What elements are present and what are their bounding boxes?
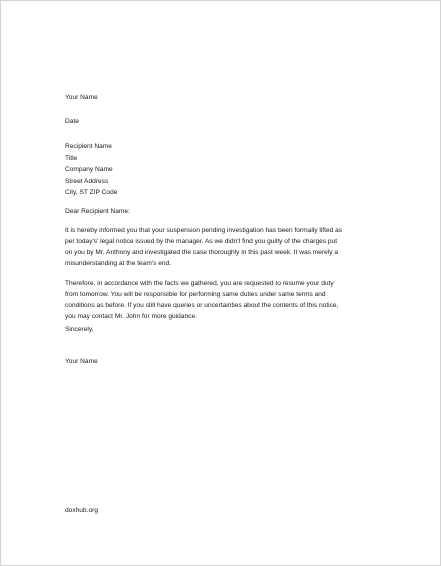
sender-name: Your Name	[65, 94, 98, 101]
body-paragraph-2	[65, 281, 387, 325]
salutation: Dear Recipient Name:	[65, 208, 130, 215]
recipient-city: City, ST ZIP Code	[65, 189, 118, 196]
signature-name: Your Name	[65, 358, 98, 365]
paragraph-line: It is hereby informed you that your suspension pending investigation has been formally lifted as	[65, 227, 343, 234]
paragraph-line: Therefore, in accordance with the facts we gathered, you are requested to resume your duty	[65, 280, 334, 287]
footer-source: doxhub.org	[65, 507, 98, 514]
paragraph-line: per today's' legal notice issued by the manager. As we didn't find you guilty of the charges put	[65, 238, 338, 245]
paragraph-line: on you by Mr. Anthony and investigated the case thoroughly in this past week. It was merely a	[65, 249, 339, 256]
paragraph-line: misunderstanding at the team's end.	[65, 260, 172, 267]
recipient-street: Street Address	[65, 178, 109, 185]
recipient-name: Recipient Name	[65, 143, 112, 150]
paragraph-line: from tomorrow. You will be responsible for performing same duties under same terms and	[65, 291, 326, 298]
date-line: Date	[65, 118, 79, 125]
paragraph-line: conditions as before. If you still have queries or uncertainties about the contents of this notice,	[65, 302, 339, 309]
closing: Sincerely,	[65, 326, 94, 333]
recipient-company: Company Name	[65, 166, 113, 173]
recipient-title: Title	[65, 155, 78, 162]
body-paragraph-1	[65, 228, 387, 272]
paragraph-line: you may contact Mr. John for more guidance.	[65, 313, 197, 320]
